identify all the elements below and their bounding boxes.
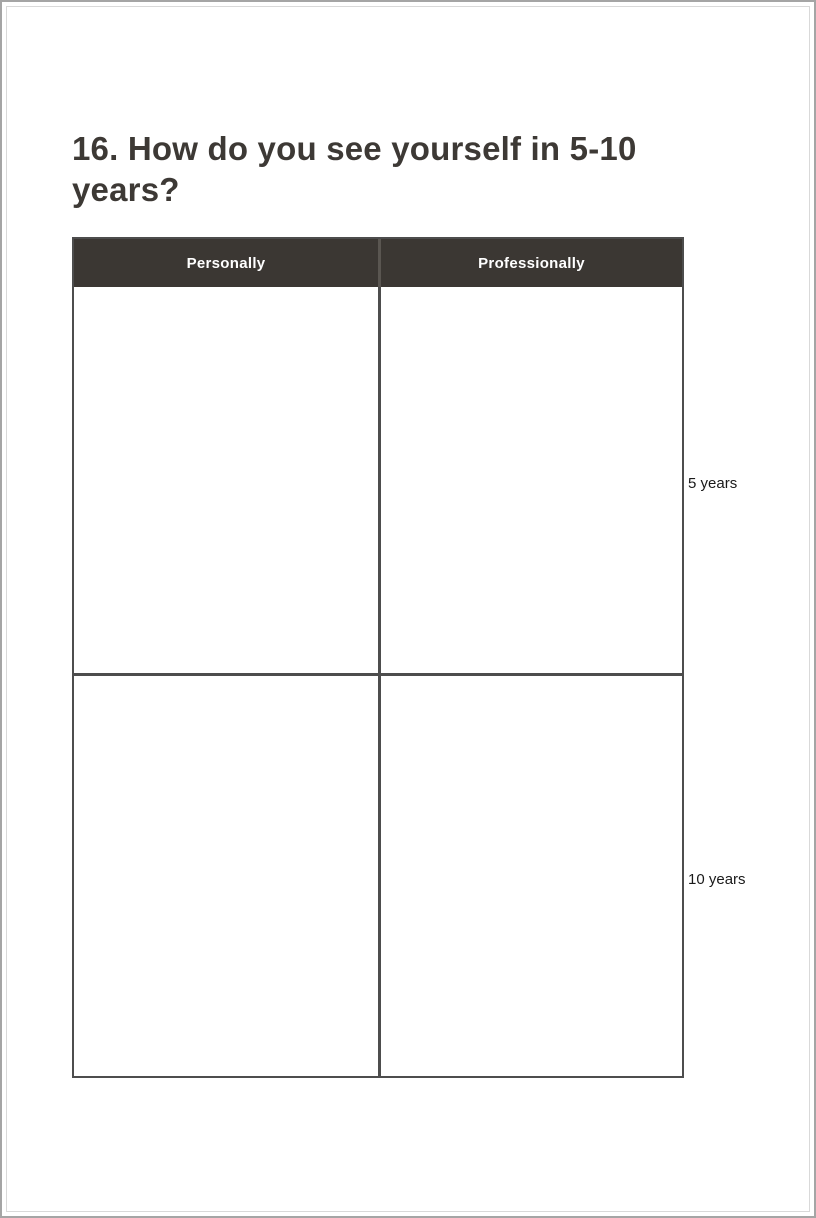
cell-personally-5-years [74,287,378,673]
page-title: 16. How do you see yourself in 5-10 years? [72,130,637,208]
cell-personally-10-years [74,673,378,1076]
cell-professionally-5-years [378,287,682,673]
row-label-5-years: 5 years [688,475,738,492]
column-header-professionally: Professionally [378,239,682,287]
row-label-10-years: 10 years [688,871,746,888]
column-header-personally: Personally [74,239,378,287]
cell-professionally-10-years [378,673,682,1076]
worksheet-table [72,237,684,1078]
